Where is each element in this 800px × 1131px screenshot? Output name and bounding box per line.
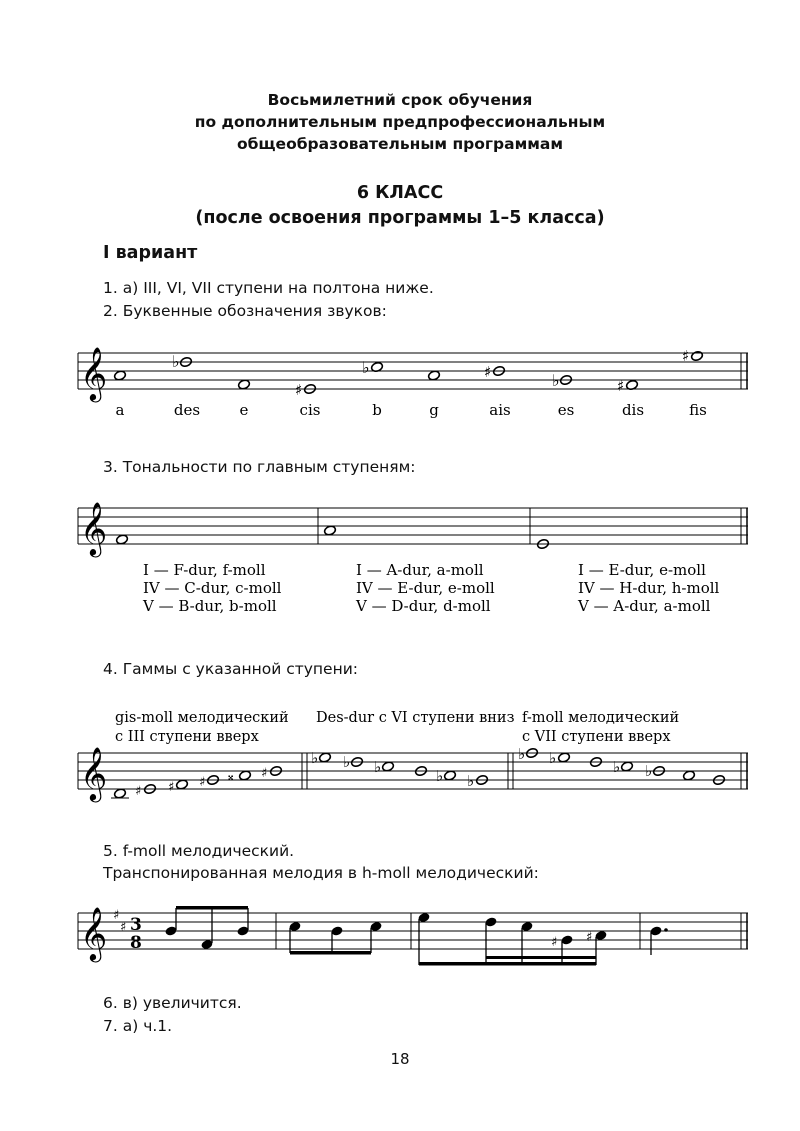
treble-clef-icon: 𝄞 [80,746,108,800]
key-line: V — A-dur, a-moll [578,597,711,615]
key-sharp-icon: ♯ [120,920,127,935]
class-subtitle: (после освоения программы 1–5 класса) [195,208,605,228]
note-ges [381,761,394,772]
staff-lines [78,508,748,544]
answer-6: 6. в) увеличится. [103,994,242,1012]
flat-icon: ♭ [645,762,653,780]
staff-scales [0,705,800,800]
answer-2-text: 2. Буквенные обозначения звуков: [103,302,387,320]
staff-note-names [0,345,800,425]
flat-icon: ♭ [362,358,370,377]
class-title: 6 КЛАСС [356,183,444,203]
note-label: des [173,401,201,419]
note-b [318,752,331,763]
double-sharp-icon: 𝄪 [228,769,234,783]
sharp-icon: ♯ [617,377,625,395]
scale-caption: Des-dur с VI ступени вниз [316,710,515,726]
note-dis [175,779,188,790]
key-line: IV — E-dur, e-moll [356,579,495,597]
variant-heading: I вариант [103,243,198,263]
answer-1: 1. а) III, VI, VII ступени на полтона ниже. [103,279,434,297]
header-line-3: общеобразовательным программам [236,135,564,153]
sharp-icon: ♯ [551,935,558,950]
flat-icon: ♭ [467,772,475,790]
sharp-icon: ♯ [168,780,175,795]
note-label: es [557,401,575,419]
header-line-2: по дополнительным предпрофессиональным [194,113,606,131]
flat-icon: ♭ [374,758,382,776]
key-line: IV — C-dur, c-moll [143,579,282,597]
flat-icon: ♭ [343,753,351,771]
page-number: 18 [390,1050,410,1068]
sharp-icon: ♯ [295,381,303,399]
note-g [682,770,695,781]
key-line: V — D-dur, d-moll [356,597,491,615]
time-signature-top: 3 [130,915,142,935]
sharp-icon: ♯ [199,775,206,790]
note-label: dis [621,401,645,419]
note-fisis [238,770,251,781]
staff-melody [0,905,800,985]
answer-4-text: 4. Гаммы с указанной ступени: [103,660,359,678]
staff-lines [78,913,748,949]
sharp-icon: ♯ [682,347,690,365]
note-es [443,770,456,781]
scale-caption: gis-moll мелодический [115,710,289,726]
key-line: V — B-dur, b-moll [143,597,277,615]
treble-clef-icon: 𝄞 [80,906,108,960]
sharp-icon: ♯ [484,363,492,381]
scale-caption: с VII ступени вверх [522,729,671,745]
note-f [115,534,128,545]
staff-keys [0,500,800,620]
key-line: I — F-dur, f-moll [143,561,266,579]
note-h [113,788,126,799]
flat-icon: ♭ [549,749,557,767]
note-label: ais [489,401,511,419]
note-label: e [239,401,249,419]
note-label: b [372,401,382,419]
header-line-1: Восьмилетний срок обучения [267,91,533,109]
flat-icon: ♭ [436,767,444,785]
answer-5-transposed-text: Транспонированная мелодия в h-moll мелодический: [103,864,539,882]
note-e [237,379,250,390]
answer-7: 7. а) ч.1. [103,1017,173,1035]
flat-icon: ♭ [311,749,319,767]
note-fis [690,350,703,361]
note-g [427,370,440,381]
note-b [620,761,633,772]
key-line: I — A-dur, a-moll [356,561,484,579]
treble-clef-icon: 𝄞 [80,346,108,400]
flat-icon: ♭ [518,745,526,763]
note-label: fis [689,401,707,419]
time-signature-bottom: 8 [130,933,142,953]
key-line: IV — H-dur, h-moll [578,579,720,597]
flat-icon: ♭ [552,371,560,390]
answer-3-text: 3. Тональности по главным ступеням: [103,458,416,476]
note-a [113,370,126,381]
answer-5-text: 5. f-moll мелодический. [103,842,295,860]
key-line: I — E-dur, e-moll [578,561,706,579]
note-a [323,525,336,536]
note-label: g [429,401,439,419]
note-label: a [115,401,125,419]
dot [664,928,668,932]
note-des [557,752,570,763]
scale-caption: с III ступени вверх [115,729,259,745]
flat-icon: ♭ [613,758,621,776]
sharp-icon: ♯ [586,930,593,945]
scale-caption: f-moll мелодический [522,710,680,726]
sharp-icon: ♯ [135,784,142,799]
sharp-icon: ♯ [261,766,268,781]
treble-clef-icon: 𝄞 [80,501,108,555]
flat-icon: ♭ [172,352,180,371]
key-sharp-icon: ♯ [113,908,120,923]
note-label: cis [299,401,321,419]
